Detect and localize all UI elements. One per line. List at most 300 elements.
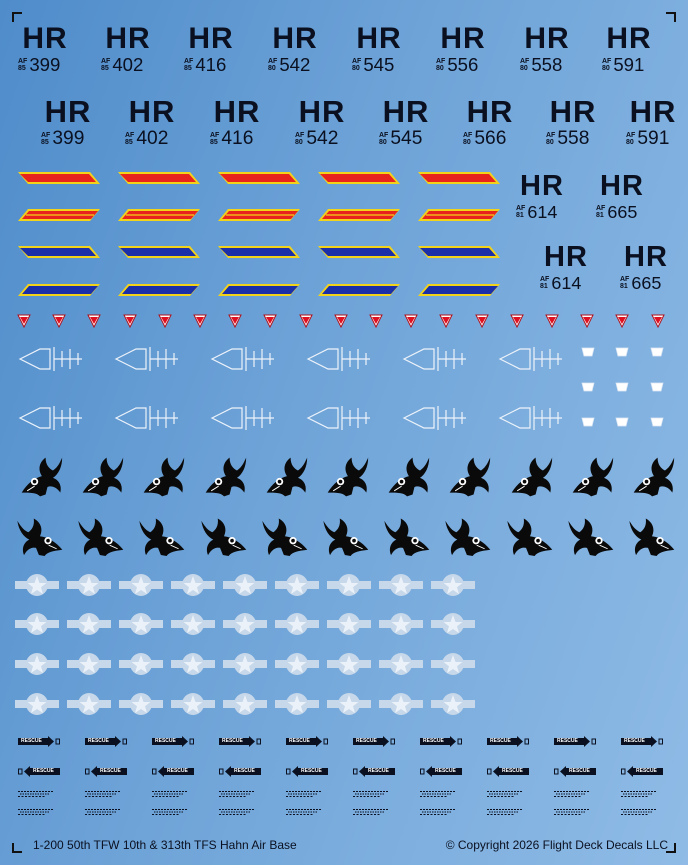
rescue-arrow <box>286 766 328 777</box>
stencil-text-block <box>487 808 525 816</box>
serial-number: 399 <box>29 54 61 75</box>
af-label <box>463 132 472 146</box>
aircraft-serial <box>268 56 310 75</box>
serial-number: 566 <box>474 128 507 149</box>
squadron-badge-icon <box>651 314 665 328</box>
small-disk-icon <box>615 346 629 358</box>
af-label <box>41 132 50 146</box>
probe-stencil-icon <box>114 343 180 375</box>
hr-tail-code: HR <box>213 94 261 129</box>
rescue-label: RESCUE <box>569 768 590 774</box>
aircraft-serial <box>210 129 253 148</box>
hr-tail-code: HR <box>520 170 564 202</box>
squadron-badge-icon <box>193 314 207 328</box>
squadron-badge-icon <box>404 314 418 328</box>
hr-tail-code: HR <box>105 22 151 55</box>
rescue-arrow <box>554 736 596 747</box>
hr-tail-code: HR <box>298 94 346 129</box>
serial-number: 591 <box>613 54 645 75</box>
af-label <box>620 276 629 290</box>
rescue-label: RESCUE <box>502 768 523 774</box>
eagle-emblem-icon <box>508 455 554 499</box>
hr-tail-code: HR <box>272 22 318 55</box>
rescue-label: RESCUE <box>234 768 255 774</box>
squadron-badge-icon <box>87 314 101 328</box>
eagle-emblem-icon <box>18 455 64 499</box>
rescue-label: RESCUE <box>368 768 389 774</box>
star-insignia-icon <box>275 652 319 676</box>
hr-tail-code: HR <box>22 22 68 55</box>
rescue-label: RESCUE <box>222 738 243 744</box>
probe-stencil-icon <box>498 343 564 375</box>
squadron-badge-icon <box>334 314 348 328</box>
stencil-text-block <box>18 790 56 798</box>
stencil-text-block <box>621 790 659 798</box>
af-prefix: AF <box>379 131 389 139</box>
star-insignia-icon <box>431 692 475 716</box>
aircraft-serial <box>516 203 557 221</box>
star-insignia-icon <box>327 612 371 636</box>
af-label <box>520 58 529 72</box>
star-insignia-icon <box>223 573 267 597</box>
eagle-emblem-icon <box>321 512 373 562</box>
rescue-label: RESCUE <box>490 738 511 744</box>
star-insignia-icon <box>275 692 319 716</box>
af-year: 80 <box>268 65 276 73</box>
aircraft-serial <box>626 129 669 148</box>
eagle-emblem-icon <box>505 512 557 562</box>
star-insignia-icon <box>379 573 423 597</box>
rescue-arrow <box>18 766 60 777</box>
rescue-label: RESCUE <box>356 738 377 744</box>
squadron-badge-icon <box>439 314 453 328</box>
hr-tail-code: HR <box>440 22 486 55</box>
stencil-text-block <box>286 808 324 816</box>
rescue-label: RESCUE <box>624 738 645 744</box>
stencil-text-block <box>152 790 190 798</box>
eagle-emblem-icon <box>202 455 248 499</box>
squadron-badge-icon <box>510 314 524 328</box>
aircraft-serial <box>18 56 60 75</box>
fin-stripe <box>118 246 200 258</box>
rescue-arrow <box>85 736 127 747</box>
serial-number: 416 <box>195 54 227 75</box>
star-insignia-icon <box>275 612 319 636</box>
aircraft-serial <box>352 56 394 75</box>
eagle-emblem-icon <box>627 512 679 562</box>
rescue-label: RESCUE <box>435 768 456 774</box>
stencil-text-block <box>18 808 56 816</box>
fin-stripe <box>318 284 400 296</box>
squadron-badge-icon <box>475 314 489 328</box>
crop-mark-top-right <box>666 12 676 22</box>
rescue-arrow <box>353 736 395 747</box>
af-year: 85 <box>101 65 109 73</box>
af-year: 80 <box>295 138 303 146</box>
stencil-text-block <box>420 808 458 816</box>
af-year: 81 <box>596 211 604 219</box>
serial-number: 591 <box>637 128 670 149</box>
af-year: 85 <box>184 65 192 73</box>
eagle-emblem-icon <box>385 455 431 499</box>
aircraft-serial <box>101 56 143 75</box>
stencil-text-block <box>219 790 257 798</box>
hr-tail-code: HR <box>549 94 597 129</box>
eagle-emblem-icon <box>76 512 128 562</box>
stencil-text-block <box>286 790 324 798</box>
rescue-arrow <box>219 766 261 777</box>
squadron-badge-icon <box>52 314 66 328</box>
eagle-emblem-icon <box>15 512 67 562</box>
af-label <box>210 132 219 146</box>
aircraft-serial <box>546 129 589 148</box>
probe-stencil-icon <box>18 402 84 434</box>
aircraft-serial <box>379 129 422 148</box>
small-disk-icon <box>581 416 595 428</box>
af-prefix: AF <box>268 58 278 66</box>
hr-tail-code: HR <box>356 22 402 55</box>
fin-stripe <box>118 209 200 221</box>
star-insignia-icon <box>119 652 163 676</box>
af-prefix: AF <box>352 58 362 66</box>
af-label <box>540 276 549 290</box>
af-prefix: AF <box>540 275 550 283</box>
stencil-text-block <box>487 790 525 798</box>
rescue-arrow <box>286 736 328 747</box>
star-insignia-icon <box>67 652 111 676</box>
rescue-arrow <box>353 766 395 777</box>
aircraft-serial <box>596 203 637 221</box>
serial-number: 558 <box>557 128 590 149</box>
eagle-emblem-icon <box>382 512 434 562</box>
fin-stripe <box>318 172 400 184</box>
fin-stripe <box>18 246 100 258</box>
rescue-arrow <box>85 766 127 777</box>
small-disk-icon <box>581 346 595 358</box>
star-insignia-icon <box>327 652 371 676</box>
rescue-label: RESCUE <box>167 768 188 774</box>
af-prefix: AF <box>463 131 473 139</box>
star-insignia-icon <box>223 612 267 636</box>
star-insignia-icon <box>431 573 475 597</box>
squadron-badge-icon <box>615 314 629 328</box>
star-insignia-icon <box>119 692 163 716</box>
serial-number: 665 <box>631 273 662 293</box>
probe-stencil-icon <box>114 402 180 434</box>
serial-number: 558 <box>531 54 563 75</box>
af-label <box>602 58 611 72</box>
star-insignia-icon <box>327 573 371 597</box>
star-insignia-icon <box>171 652 215 676</box>
probe-stencil-icon <box>306 343 372 375</box>
af-label <box>436 58 445 72</box>
af-label <box>18 58 27 72</box>
aircraft-serial <box>540 274 581 292</box>
eagle-emblem-icon <box>263 455 309 499</box>
stencil-text-block <box>353 808 391 816</box>
af-year: 80 <box>436 65 444 73</box>
probe-stencil-icon <box>210 343 276 375</box>
af-year: 85 <box>125 138 133 146</box>
af-year: 80 <box>379 138 387 146</box>
af-year: 80 <box>352 65 360 73</box>
af-label <box>516 205 525 219</box>
fin-stripe <box>418 246 500 258</box>
squadron-badge-icon <box>369 314 383 328</box>
star-insignia-icon <box>327 692 371 716</box>
af-year: 80 <box>546 138 554 146</box>
stencil-text-block <box>353 790 391 798</box>
star-insignia-icon <box>171 692 215 716</box>
eagle-emblem-icon <box>79 455 125 499</box>
af-label <box>596 205 605 219</box>
small-disk-icon <box>650 416 664 428</box>
eagle-emblem-icon <box>630 455 676 499</box>
eagle-emblem-icon <box>324 455 370 499</box>
star-insignia-icon <box>431 652 475 676</box>
rescue-label: RESCUE <box>100 768 121 774</box>
fin-stripe <box>318 209 400 221</box>
probe-stencil-icon <box>306 402 372 434</box>
fin-stripe <box>418 209 500 221</box>
af-prefix: AF <box>184 58 194 66</box>
star-insignia-icon <box>15 612 59 636</box>
rescue-label: RESCUE <box>289 738 310 744</box>
star-insignia-icon <box>379 612 423 636</box>
probe-stencil-icon <box>498 402 564 434</box>
rescue-label: RESCUE <box>636 768 657 774</box>
crop-mark-top-left <box>12 12 22 22</box>
serial-number: 542 <box>279 54 311 75</box>
star-insignia-icon <box>67 573 111 597</box>
fin-stripe <box>218 284 300 296</box>
af-prefix: AF <box>516 204 526 212</box>
rescue-arrow <box>554 766 596 777</box>
squadron-badge-icon <box>580 314 594 328</box>
eagle-emblem-icon <box>566 512 618 562</box>
af-prefix: AF <box>596 204 606 212</box>
af-label <box>546 132 555 146</box>
rescue-arrow <box>487 766 529 777</box>
star-insignia-icon <box>431 612 475 636</box>
small-disk-icon <box>615 381 629 393</box>
stencil-text-block <box>152 808 190 816</box>
af-prefix: AF <box>602 58 612 66</box>
serial-number: 614 <box>527 202 558 222</box>
af-prefix: AF <box>626 131 636 139</box>
serial-number: 545 <box>390 128 423 149</box>
squadron-badge-icon <box>228 314 242 328</box>
hr-tail-code: HR <box>600 170 644 202</box>
rescue-arrow <box>621 766 663 777</box>
serial-number: 665 <box>607 202 638 222</box>
serial-number: 416 <box>221 128 254 149</box>
rescue-arrow <box>18 736 60 747</box>
rescue-label: RESCUE <box>423 738 444 744</box>
hr-tail-code: HR <box>524 22 570 55</box>
fin-stripe <box>418 172 500 184</box>
rescue-arrow <box>621 736 663 747</box>
hr-tail-code: HR <box>606 22 652 55</box>
rescue-arrow <box>420 766 462 777</box>
rescue-arrow <box>420 736 462 747</box>
copyright: © Copyright 2026 Flight Deck Decals LLC <box>445 838 668 852</box>
aircraft-serial <box>184 56 226 75</box>
hr-tail-code: HR <box>466 94 514 129</box>
star-insignia-icon <box>119 573 163 597</box>
fin-stripe <box>18 284 100 296</box>
star-insignia-icon <box>15 652 59 676</box>
af-label <box>379 132 388 146</box>
probe-stencil-icon <box>18 343 84 375</box>
probe-stencil-icon <box>210 402 276 434</box>
af-label <box>184 58 193 72</box>
stencil-text-block <box>85 790 123 798</box>
af-prefix: AF <box>436 58 446 66</box>
serial-number: 399 <box>52 128 85 149</box>
af-prefix: AF <box>295 131 305 139</box>
probe-stencil-icon <box>402 343 468 375</box>
rescue-label: RESCUE <box>155 738 176 744</box>
fin-stripe <box>18 209 100 221</box>
eagle-emblem-icon <box>444 512 496 562</box>
af-year: 81 <box>620 282 628 290</box>
squadron-badge-icon <box>263 314 277 328</box>
fin-stripe <box>218 209 300 221</box>
af-year: 80 <box>463 138 471 146</box>
aircraft-serial <box>463 129 506 148</box>
stencil-text-block <box>554 790 592 798</box>
serial-number: 556 <box>447 54 479 75</box>
aircraft-serial <box>125 129 168 148</box>
star-insignia-icon <box>379 692 423 716</box>
small-disk-icon <box>615 416 629 428</box>
af-prefix: AF <box>101 58 111 66</box>
hr-tail-code: HR <box>188 22 234 55</box>
af-year: 85 <box>18 65 26 73</box>
af-year: 85 <box>41 138 49 146</box>
star-insignia-icon <box>15 573 59 597</box>
small-disk-icon <box>650 381 664 393</box>
rescue-arrow <box>219 736 261 747</box>
fin-stripe <box>218 246 300 258</box>
squadron-badge-icon <box>123 314 137 328</box>
hr-tail-code: HR <box>128 94 176 129</box>
fin-stripe <box>118 284 200 296</box>
af-label <box>626 132 635 146</box>
stencil-text-block <box>85 808 123 816</box>
fin-stripe <box>318 246 400 258</box>
hr-tail-code: HR <box>624 241 668 273</box>
small-disk-icon <box>650 346 664 358</box>
af-prefix: AF <box>520 58 530 66</box>
eagle-emblem-icon <box>199 512 251 562</box>
hr-tail-code: HR <box>629 94 677 129</box>
serial-number: 542 <box>306 128 339 149</box>
star-insignia-icon <box>15 692 59 716</box>
eagle-emblem-icon <box>260 512 312 562</box>
hr-tail-code: HR <box>44 94 92 129</box>
stencil-text-block <box>621 808 659 816</box>
aircraft-serial <box>41 129 84 148</box>
rescue-label: RESCUE <box>88 738 109 744</box>
squadron-badge-icon <box>545 314 559 328</box>
af-prefix: AF <box>546 131 556 139</box>
star-insignia-icon <box>67 692 111 716</box>
serial-number: 614 <box>551 273 582 293</box>
af-year: 80 <box>602 65 610 73</box>
squadron-badge-icon <box>299 314 313 328</box>
eagle-emblem-icon <box>569 455 615 499</box>
crop-mark-bottom-left <box>12 843 22 853</box>
serial-number: 402 <box>112 54 144 75</box>
fin-stripe <box>418 284 500 296</box>
aircraft-serial <box>436 56 478 75</box>
hr-tail-code: HR <box>382 94 430 129</box>
af-year: 80 <box>520 65 528 73</box>
af-label <box>125 132 134 146</box>
eagle-emblem-icon <box>140 455 186 499</box>
aircraft-serial <box>620 274 661 292</box>
af-label <box>295 132 304 146</box>
stencil-text-block <box>420 790 458 798</box>
af-year: 80 <box>626 138 634 146</box>
eagle-emblem-icon <box>446 455 492 499</box>
af-year: 85 <box>210 138 218 146</box>
fin-stripe <box>218 172 300 184</box>
star-insignia-icon <box>67 612 111 636</box>
aircraft-serial <box>295 129 338 148</box>
af-year: 81 <box>516 211 524 219</box>
serial-number: 545 <box>363 54 395 75</box>
serial-number: 402 <box>136 128 169 149</box>
rescue-label: RESCUE <box>33 768 54 774</box>
hr-tail-code: HR <box>544 241 588 273</box>
squadron-badge-icon <box>158 314 172 328</box>
rescue-arrow <box>487 736 529 747</box>
af-year: 81 <box>540 282 548 290</box>
af-prefix: AF <box>41 131 51 139</box>
eagle-emblem-icon <box>138 512 190 562</box>
af-label <box>268 58 277 72</box>
probe-stencil-icon <box>402 402 468 434</box>
star-insignia-icon <box>171 573 215 597</box>
af-prefix: AF <box>18 58 28 66</box>
af-prefix: AF <box>620 275 630 283</box>
aircraft-serial <box>520 56 562 75</box>
aircraft-serial <box>602 56 644 75</box>
rescue-label: RESCUE <box>21 738 42 744</box>
af-label <box>352 58 361 72</box>
af-prefix: AF <box>125 131 135 139</box>
af-prefix: AF <box>210 131 220 139</box>
star-insignia-icon <box>275 573 319 597</box>
star-insignia-icon <box>171 612 215 636</box>
rescue-label: RESCUE <box>301 768 322 774</box>
star-insignia-icon <box>223 652 267 676</box>
af-label <box>101 58 110 72</box>
sheet-title: 1-200 50th TFW 10th & 313th TFS Hahn Air Base <box>33 838 297 852</box>
stencil-text-block <box>554 808 592 816</box>
star-insignia-icon <box>379 652 423 676</box>
stencil-text-block <box>219 808 257 816</box>
fin-stripe <box>118 172 200 184</box>
star-insignia-icon <box>119 612 163 636</box>
star-insignia-icon <box>223 692 267 716</box>
squadron-badge-icon <box>17 314 31 328</box>
rescue-arrow <box>152 736 194 747</box>
fin-stripe <box>18 172 100 184</box>
